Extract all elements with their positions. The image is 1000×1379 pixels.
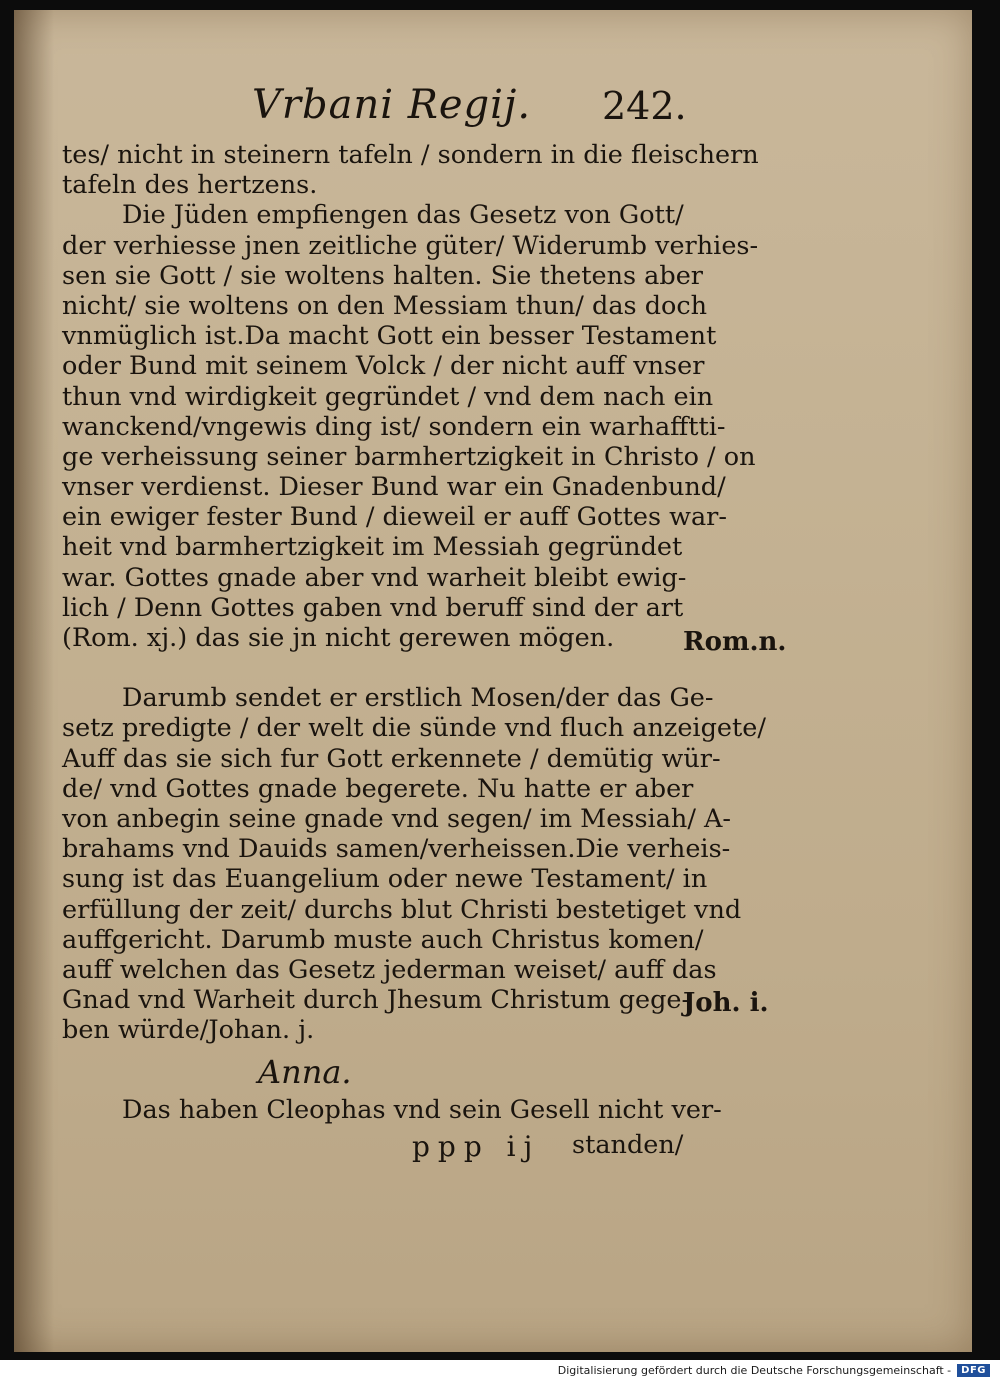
- text-line: auff welchen das Gesetz jederman weiset/ auff das: [62, 954, 717, 985]
- text-line: tafeln des hertzens.: [62, 170, 318, 201]
- signature-line: [62, 1126, 822, 1166]
- marginal-note-rom: Rom.n.: [683, 627, 787, 657]
- text-line: auffgericht. Darumb muste auch Christus komen/: [62, 924, 704, 955]
- text-line: ben würde/Johan. j.: [62, 1015, 315, 1046]
- closing-line: Das haben Cleophas vnd sein Gesell nicht ver-: [122, 1095, 722, 1126]
- text-line: nicht/ sie woltens on den Messiam thun/ das doch: [62, 290, 708, 321]
- running-title: Vrbani Regij.: [252, 82, 532, 128]
- text-line: erfüllung der zeit/ durchs blut Christi bestetiget vnd: [62, 894, 742, 925]
- text-line: (Rom. xj.) das sie jn nicht gerewen mögen.: [62, 623, 615, 653]
- text-line: setz predigte / der welt die sünde vnd fluch anzeigete/: [62, 713, 766, 744]
- paragraph-gap: [62, 653, 822, 683]
- text-line: Darumb sendet er erstlich Mosen/der das Ge-: [122, 683, 714, 714]
- text-line: ge verheissung seiner barmhertzigkeit in Christo / on: [62, 441, 756, 472]
- text-line: Die Jüden empfiengen das Gesetz von Gott/: [122, 200, 684, 231]
- text-line: vnmüglich ist.Da macht Gott ein besser Testament: [62, 321, 717, 352]
- text-line: de/ vnd Gottes gnade begerete. Nu hatte er aber: [62, 773, 694, 804]
- text-line: war. Gottes gnade aber vnd warheit bleibt ewig-: [62, 562, 687, 593]
- footer-text: Digitalisierung gefördert durch die Deutsche Forschungsgemeinschaft -: [557, 1364, 952, 1377]
- text-line: oder Bund mit seinem Volck / der nicht auff vnser: [62, 351, 705, 382]
- paragraph-1: [62, 140, 822, 200]
- catchword: standen/: [572, 1129, 684, 1160]
- footer-credit: [558, 1364, 990, 1377]
- signature-mark: ppp ij: [412, 1129, 541, 1163]
- text-line: sen sie Gott / sie woltens halten. Sie thetens aber: [62, 260, 703, 291]
- text-line: vnser verdienst. Dieser Bund war ein Gnadenbund/: [62, 472, 726, 503]
- text-line: tes/ nicht in steinern tafeln / sondern in die fleischern: [62, 140, 759, 170]
- text-line: Gnad vnd Warheit durch Jhesum Christum gege-: [62, 985, 691, 1016]
- text-line: thun vnd wirdigkeit gegründet / vnd dem nach ein: [62, 381, 714, 412]
- text-line: lich / Denn Gottes gaben vnd beruff sind der art: [62, 592, 684, 623]
- text-line: heit vnd barmhertzigkeit im Messiah gegründet: [62, 532, 683, 563]
- text-line: sung ist das Euangelium oder newe Testament/ in: [62, 864, 708, 895]
- text-line: von anbegin seine gnade vnd segen/ im Messiah/ A-: [62, 803, 732, 834]
- running-header: [62, 80, 822, 140]
- dfg-logo: DFG: [957, 1364, 990, 1377]
- page-number: 242.: [602, 84, 687, 128]
- paragraph-2: [62, 200, 822, 653]
- text-line: der verhiesse jnen zeitliche güter/ Widerumb verhies-: [62, 230, 759, 261]
- text-line: Auff das sie sich fur Gott erkennete / demütig wür-: [62, 743, 721, 774]
- page-binding-shadow: [14, 10, 54, 1352]
- text-line: brahams vnd Dauids samen/verheissen.Die verheis-: [62, 834, 731, 865]
- speaker-heading: Anna.: [258, 1053, 352, 1092]
- text-line: wanckend/vngewis ding ist/ sondern ein warhafftti-: [62, 411, 726, 442]
- text-line: ein ewiger fester Bund / dieweil er auff Gottes war-: [62, 502, 727, 533]
- marginal-note-joh: Joh. i.: [683, 988, 769, 1018]
